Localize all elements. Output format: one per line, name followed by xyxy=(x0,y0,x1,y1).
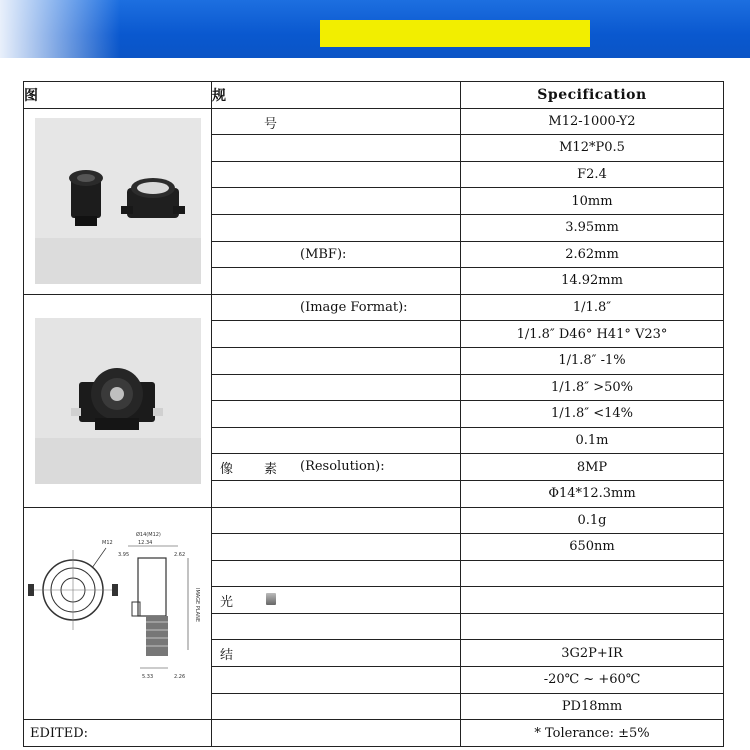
header-row xyxy=(24,82,724,109)
param-label-en: (Resolution): xyxy=(300,459,385,475)
param-cell xyxy=(212,480,461,507)
value-cell: 3G2P+IR xyxy=(461,640,724,667)
drawing-plane: IMAGE PLANE xyxy=(193,588,200,623)
value-cell xyxy=(461,560,724,587)
param-label: 光 xyxy=(220,595,234,611)
header-image: 图 xyxy=(24,82,212,109)
value-cell: 10mm xyxy=(461,188,724,215)
param-cell xyxy=(212,640,461,667)
value-cell: 2.62mm xyxy=(461,241,724,268)
param-cell xyxy=(212,374,461,401)
value-cell: 1/1.8″ <14% xyxy=(461,401,724,428)
edited-label: EDITED: xyxy=(24,720,212,747)
param-cell xyxy=(212,347,461,374)
banner-highlight-bar xyxy=(320,20,590,47)
value-cell: M12*P0.5 xyxy=(461,135,724,162)
value-cell: 8MP xyxy=(461,454,724,481)
footer-row xyxy=(24,720,724,747)
spec-table xyxy=(23,81,724,747)
drawing-cell xyxy=(24,507,212,720)
top-banner xyxy=(0,0,750,58)
value-cell: 1/1.8″ xyxy=(461,294,724,321)
small-swatch-icon xyxy=(266,593,276,605)
param-cell xyxy=(212,427,461,454)
value-cell: 3.95mm xyxy=(461,214,724,241)
lens-holder-photo xyxy=(35,118,201,284)
param-cell xyxy=(212,667,461,694)
banner-fade xyxy=(0,0,120,58)
table-row xyxy=(24,507,724,534)
param-cell xyxy=(212,454,461,481)
header-param: 规 xyxy=(212,82,461,109)
param-label: 像 xyxy=(220,462,234,478)
tolerance-note: * Tolerance: ±5% xyxy=(461,720,724,747)
assembled-lens-photo xyxy=(35,318,201,484)
param-cell xyxy=(212,401,461,428)
value-cell: -20℃ ~ +60℃ xyxy=(461,667,724,694)
value-cell xyxy=(461,613,724,640)
value-cell: F2.4 xyxy=(461,161,724,188)
param-cell xyxy=(212,507,461,534)
value-cell: 650nm xyxy=(461,534,724,561)
photo-cell-lens-holder xyxy=(24,108,212,294)
param-label-en: (Image Format): xyxy=(300,299,408,315)
param-cell xyxy=(212,108,461,135)
drawing-sub-dim: 12.34 xyxy=(137,540,152,547)
param-cell xyxy=(212,161,461,188)
value-cell: 14.92mm xyxy=(461,268,724,295)
technical-drawing xyxy=(28,518,208,708)
value-cell: 0.1m xyxy=(461,427,724,454)
param-cell xyxy=(212,268,461,295)
header-spec: Specification xyxy=(461,82,724,109)
value-cell: 1/1.8″ D46° H41° V23° xyxy=(461,321,724,348)
param-cell xyxy=(212,613,461,640)
param-label-2: 素 xyxy=(264,462,278,478)
value-cell: Φ14*12.3mm xyxy=(461,480,724,507)
param-label: 结 xyxy=(220,648,234,664)
table-row xyxy=(24,294,724,321)
value-cell: 0.1g xyxy=(461,507,724,534)
drawing-side-b: 2.62 xyxy=(173,552,185,559)
drawing-side-a: 3.95 xyxy=(117,552,129,559)
param-cell xyxy=(212,560,461,587)
param-cell xyxy=(212,534,461,561)
param-cell xyxy=(212,587,461,614)
drawing-angle: M12 xyxy=(101,540,113,547)
footer-empty xyxy=(212,720,461,747)
param-label: 号 xyxy=(264,116,278,132)
param-cell xyxy=(212,241,461,268)
value-cell: PD18mm xyxy=(461,693,724,720)
value-cell: M12-1000-Y2 xyxy=(461,108,724,135)
photo-cell-assembled xyxy=(24,294,212,507)
param-cell xyxy=(212,321,461,348)
param-cell xyxy=(212,135,461,162)
drawing-top-dim: Ø14(M12) xyxy=(135,532,161,539)
drawing-bottom-b: 2.26 xyxy=(173,674,185,681)
value-cell: 1/1.8″ -1% xyxy=(461,347,724,374)
param-cell xyxy=(212,294,461,321)
param-cell xyxy=(212,188,461,215)
param-label-en: (MBF): xyxy=(300,246,347,262)
param-cell xyxy=(212,693,461,720)
drawing-bottom-a: 5.33 xyxy=(141,674,153,681)
table-row xyxy=(24,108,724,135)
value-cell: 1/1.8″ >50% xyxy=(461,374,724,401)
value-cell xyxy=(461,587,724,614)
param-cell xyxy=(212,214,461,241)
